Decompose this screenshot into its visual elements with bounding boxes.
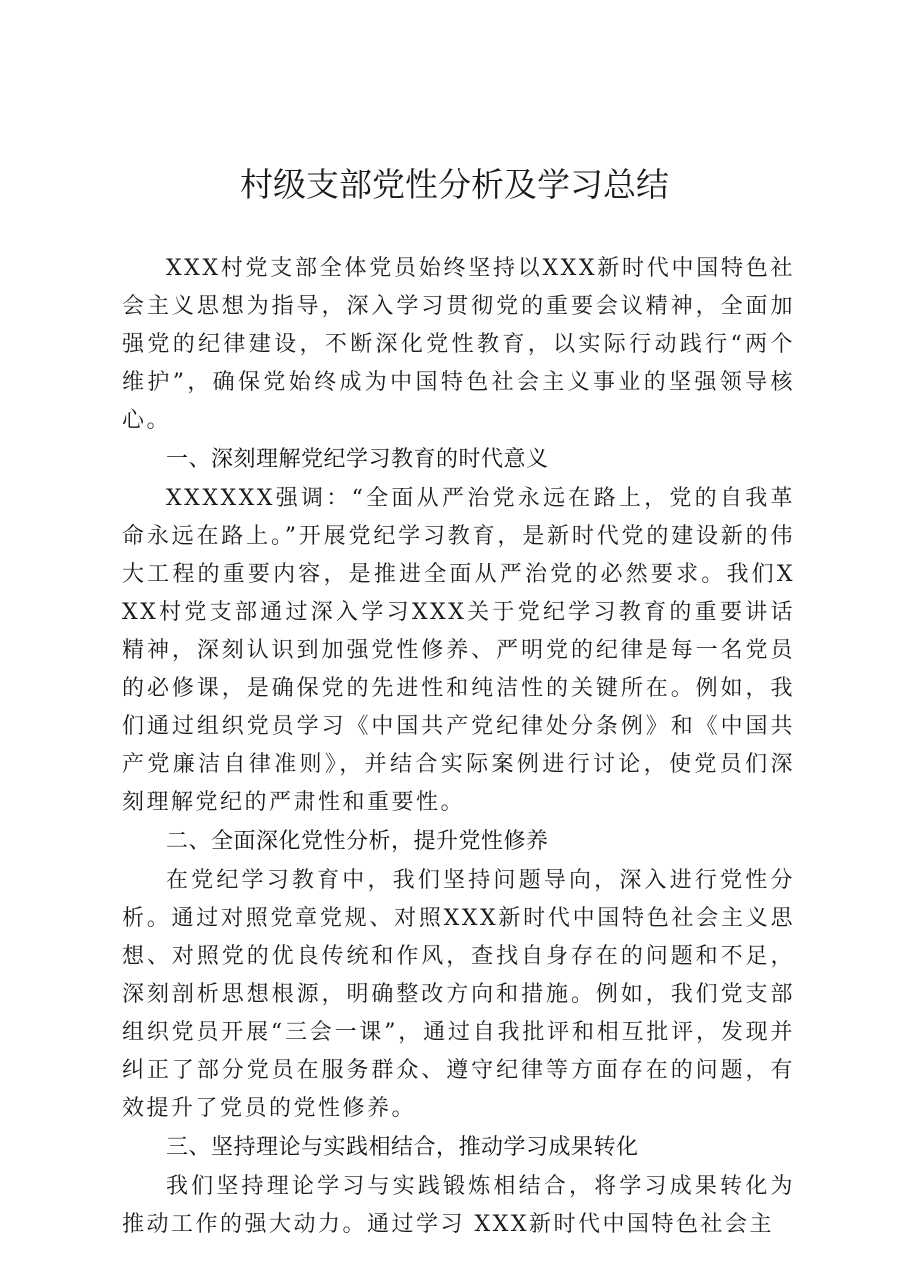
section-1-paragraph: XXXXXX强调：“全面从严治党永远在路上，党的自我革命永远在路上。”开展党纪学习教育，是新时代党的建设新的伟大工程的重要内容，是推进全面从严治党的必然要求。我们XXX村党支部通过深入学习XXX关于党纪学习教育的重要讲话精神，深刻认识到加强党性修养、严明党的纪律是每一名党员的必修课，是确保党的先进性和纯洁性的关键所在。例如，我们通过组织党员学习《中国共产党纪律处分条例》和《中国共产党廉洁自律准则》，并结合实际案例进行讨论，使党员们深刻理解党纪的严肃性和重要性。: [122, 486, 795, 815]
section-1-heading: 一、深刻理解党纪学习教育的时代意义: [166, 447, 549, 472]
document-title: 村级支部党性分析及学习总结: [240, 165, 669, 204]
intro-paragraph: XXX村党支部全体党员始终坚持以XXX新时代中国特色社会主义思想为指导，深入学习贯彻党的重要会议精神，全面加强党的纪律建设，不断深化党性教育，以实际行动践行“两个维护”，确保党始终成为中国特色社会主义事业的坚强领导核心。: [122, 256, 795, 433]
section-3-heading: 三、坚持理论与实践相结合，推动学习成果转化: [166, 1135, 639, 1160]
section-2-heading: 二、全面深化党性分析，提升党性修养: [166, 829, 549, 854]
section-3-paragraph: 我们坚持理论学习与实践锻炼相结合，将学习成果转化为推动工作的强大动力。通过学习 XXX新时代中国特色社会主: [122, 1174, 795, 1237]
section-2-paragraph: 在党纪学习教育中，我们坚持问题导向，深入进行党性分析。通过对照党章党规、对照XXX新时代中国特色社会主义思想、对照党的优良传统和作风，查找自身存在的问题和不足，深刻剖析思想根源，明确整改方向和措施。例如，我们党支部组织党员开展“三会一课”，通过自我批评和相互批评，发现并纠正了部分党员在服务群众、遵守纪律等方面存在的问题，有效提升了党员的党性修养。: [122, 868, 795, 1121]
document-body: [122, 250, 795, 1244]
